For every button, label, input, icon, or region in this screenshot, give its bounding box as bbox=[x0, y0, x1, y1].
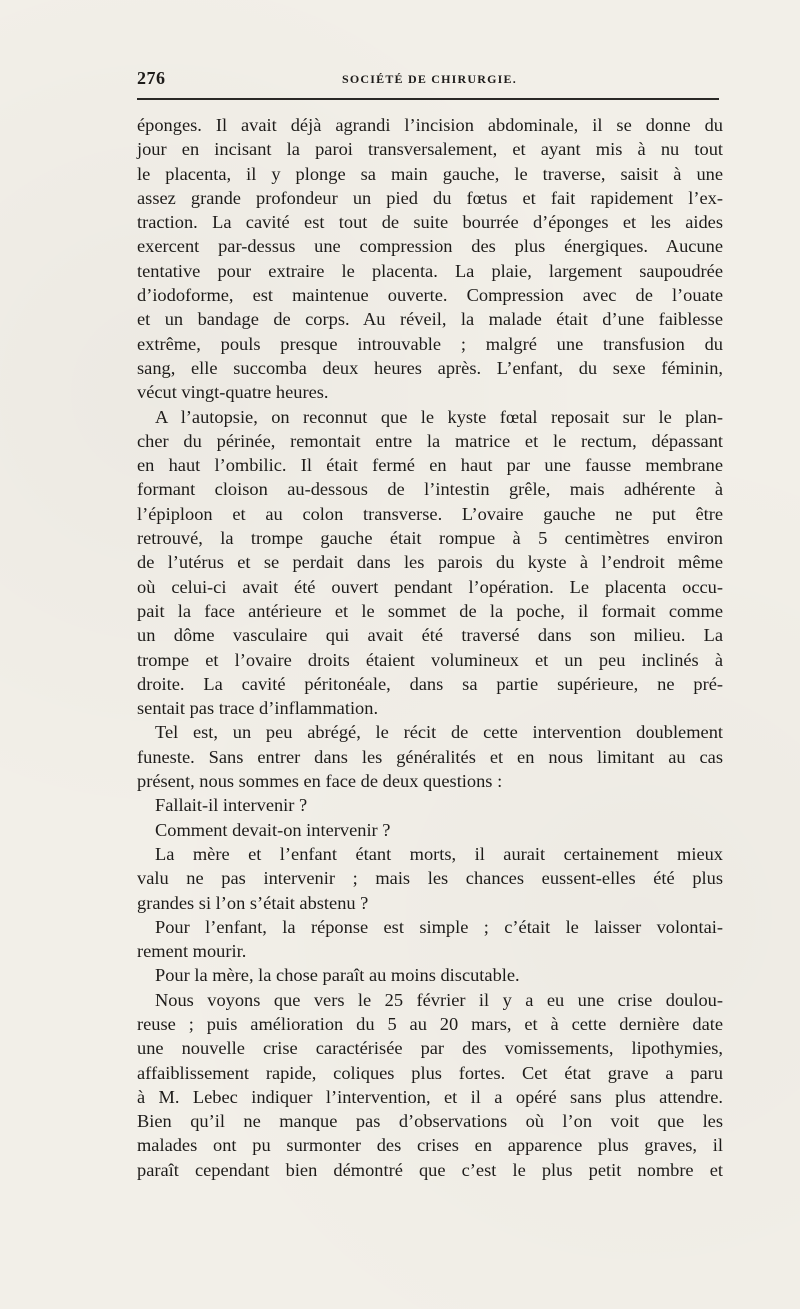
text-line: cher du périnée, remontait entre la matrice et le rectum, dépassant bbox=[137, 430, 723, 451]
text-line: Pour l’enfant, la réponse est simple ; c’était le laisser volontai- bbox=[155, 916, 723, 937]
text-line: Bien qu’il ne manque pas d’observations où l’on voit que les bbox=[137, 1111, 723, 1132]
text-line: sentait pas trace d’inflammation. bbox=[137, 698, 379, 719]
text-line: La mère et l’enfant étant morts, il aurait certainement mieux bbox=[155, 843, 723, 864]
text-line: sang, elle succomba deux heures après. L’enfant, du sexe féminin, bbox=[137, 357, 723, 378]
text-line: formant cloison au-dessous de l’intestin grêle, mais adhérente à bbox=[137, 479, 723, 500]
page-header bbox=[137, 68, 719, 90]
text-line: en haut l’ombilic. Il était fermé en haut par une fausse membrane bbox=[137, 455, 723, 476]
body-text bbox=[137, 113, 723, 1182]
text-line: de l’utérus et se perdait dans les parois du kyste à l’endroit même bbox=[137, 552, 723, 573]
text-line: Fallait-il intervenir ? bbox=[155, 795, 308, 816]
text-line: une nouvelle crise caractérisée par des vomissements, lipothymies, bbox=[137, 1038, 723, 1059]
text-line: Nous voyons que vers le 25 février il y a eu une crise doulou- bbox=[155, 989, 723, 1010]
text-line: le placenta, il y plonge sa main gauche, le traverse, saisit à une bbox=[137, 163, 723, 184]
text-line: droite. La cavité péritonéale, dans sa partie supérieure, ne pré- bbox=[137, 673, 723, 694]
text-line: où celui-ci avait été ouvert pendant l’opération. Le placenta occu- bbox=[137, 576, 723, 597]
text-line: reuse ; puis amélioration du 5 au 20 mars, et à cette dernière date bbox=[137, 1013, 723, 1034]
text-line: Comment devait-on intervenir ? bbox=[155, 819, 391, 840]
text-line: A l’autopsie, on reconnut que le kyste fœtal reposait sur le plan- bbox=[155, 406, 723, 427]
text-line: vécut vingt-quatre heures. bbox=[137, 382, 329, 403]
text-line: et un bandage de corps. Au réveil, la malade était d’une faiblesse bbox=[137, 309, 723, 330]
text-line: malades ont pu surmonter des crises en apparence plus graves, il bbox=[137, 1135, 723, 1156]
text-line: Tel est, un peu abrégé, le récit de cette intervention doublement bbox=[155, 722, 723, 743]
text-line: éponges. Il avait déjà agrandi l’incision abdominale, il se donne du bbox=[137, 115, 723, 135]
text-line: rement mourir. bbox=[137, 941, 247, 962]
text-line: extrême, pouls presque introuvable ; malgré une transfusion du bbox=[137, 333, 723, 354]
text-line: exercent par-dessus une compression des plus énergiques. Aucune bbox=[137, 236, 723, 257]
text-line: trompe et l’ovaire droits étaient volumineux et un peu inclinés à bbox=[137, 649, 723, 670]
text-line: d’iodoforme, est maintenue ouverte. Compression avec de l’ouate bbox=[137, 285, 723, 306]
text-line: Pour la mère, la chose paraît au moins discutable. bbox=[155, 965, 520, 986]
text-line: affaiblissement rapide, coliques plus fortes. Cet état grave a paru bbox=[137, 1062, 723, 1083]
text-line: jour en incisant la paroi transversalement, et ayant mis à nu tout bbox=[137, 139, 723, 160]
text-line: présent, nous sommes en face de deux questions : bbox=[137, 771, 503, 792]
text-line: paraît cependant bien démontré que c’est le plus petit nombre et bbox=[137, 1159, 723, 1180]
text-line: un dôme vasculaire qui avait été traversé dans son milieu. La bbox=[137, 625, 723, 646]
page-number: 276 bbox=[137, 68, 166, 88]
text-line: à M. Lebec indiquer l’intervention, et il a opéré sans plus attendre. bbox=[137, 1086, 723, 1107]
text-line: retrouvé, la trompe gauche était rompue à 5 centimètres environ bbox=[137, 528, 723, 549]
header-rule bbox=[137, 98, 719, 100]
text-line: assez grande profondeur un pied du fœtus et fait rapidement l’ex- bbox=[137, 187, 723, 208]
text-line: pait la face antérieure et le sommet de la poche, il formait comme bbox=[137, 600, 723, 621]
text-line: grandes si l’on s’était abstenu ? bbox=[137, 892, 369, 913]
text-line: funeste. Sans entrer dans les généralités et en nous limitant au cas bbox=[137, 746, 723, 767]
running-title: SOCIÉTÉ DE CHIRURGIE. bbox=[342, 72, 517, 86]
text-line: traction. La cavité est tout de suite bourrée d’éponges et les aides bbox=[137, 212, 723, 233]
text-line: tentative pour extraire le placenta. La plaie, largement saupoudrée bbox=[137, 260, 723, 281]
text-line: l’épiploon et au colon transverse. L’ovaire gauche ne put être bbox=[137, 503, 723, 524]
text-line: valu ne pas intervenir ; mais les chances eussent-elles été plus bbox=[137, 868, 723, 889]
